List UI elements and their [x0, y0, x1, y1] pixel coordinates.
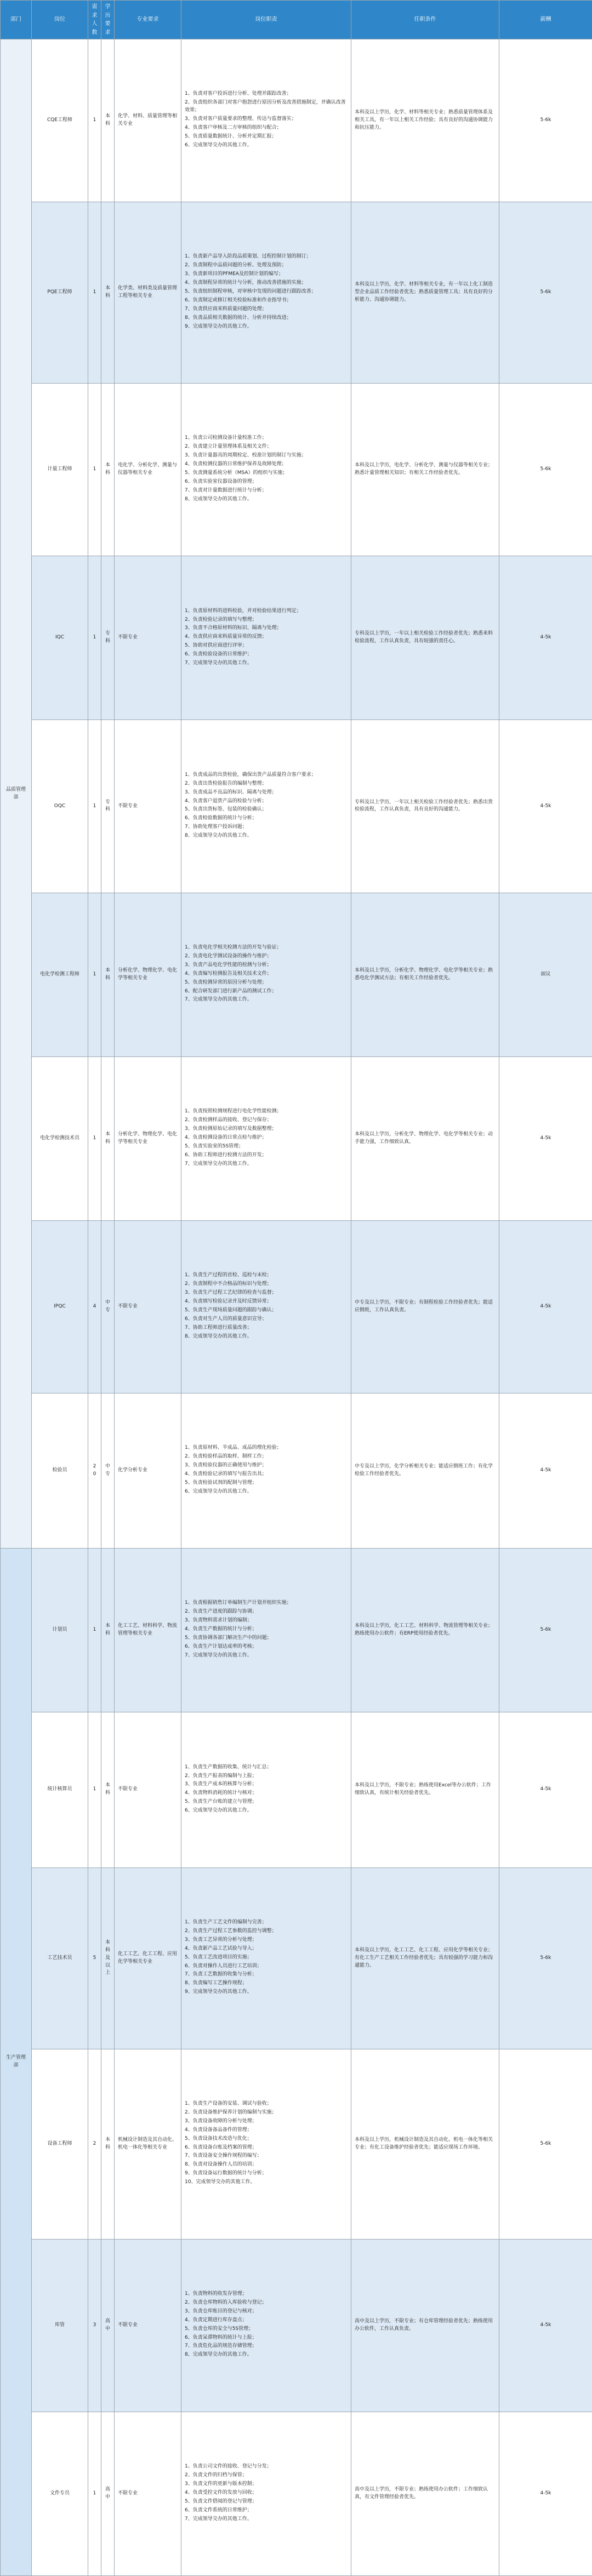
duty-item: 6、负责实验室仪器设备的管理； — [185, 479, 257, 485]
post-cell: 工艺技术员 — [32, 1867, 88, 2049]
table-row — [1, 1056, 592, 1220]
table-row — [1, 720, 592, 893]
requirements-cell: 本科及以上学历，化工工艺、材料科学、物流管理等相关专业；熟练使用办公软件；有ERP使用经验者优先。 — [351, 1549, 499, 1712]
duty-item: 4、负责客户退货产品的检验与分析； — [185, 798, 267, 804]
header-duties: 岗位职责 — [181, 1, 351, 39]
requirements-cell: 本科及以上学历，化学、材料等相关专业；熟悉质量管理体系及相关工具，有一年以上相关工作经验；具有良好的沟通协调能力和抗压能力。 — [351, 39, 499, 202]
duty-item: 7、负责对计量数据进行统计与分析； — [185, 488, 267, 494]
requirements-cell: 本科及以上学历，机械设计制造及其自动化、机电一体化等相关专业；有化工设备维护经验者优先；能适应现场工作环境。 — [351, 2049, 499, 2239]
table-row — [1, 1867, 592, 2049]
duty-item: 6、完成领导交办的其他工作。 — [185, 1488, 252, 1494]
duty-item: 1、负责生产数据的收集、统计与汇总； — [185, 1764, 272, 1770]
header-requirements: 任职条件 — [351, 1, 499, 39]
job-table-body — [1, 39, 592, 2576]
count-cell: 1 — [88, 384, 101, 556]
duty-item: 9、完成领导交办的其他工作。 — [185, 323, 252, 329]
education-cell: 专科 — [101, 556, 115, 720]
duty-item: 9、完成领导交办的其他工作。 — [185, 1989, 252, 1995]
duty-item: 8、完成领导交办的其他工作。 — [185, 1333, 252, 1339]
duties-cell — [181, 1867, 351, 2049]
count-cell: 4 — [88, 1220, 101, 1393]
duty-item: 1、负责原材料的进料检验，并对检验结果进行判定； — [185, 608, 301, 614]
duty-item: 3、负责对客户质量要求的整理、传达与监督落实； — [185, 116, 297, 122]
duty-item: 5、负责生产台账的建立与管理； — [185, 1799, 257, 1805]
duty-item: 3、负责成品不良品的标识、隔离与处理； — [185, 789, 277, 795]
post-cell: CQE工程师 — [32, 39, 88, 202]
table-row — [1, 39, 592, 202]
duty-item: 2、负责生产过程工艺参数的监控与调整； — [185, 1928, 277, 1934]
post-cell: 计量工程师 — [32, 384, 88, 556]
duty-item: 7、负责工艺数据的收集与分析； — [185, 1972, 257, 1978]
major-cell: 机械设计制造及其自动化、机电一体化等相关专业 — [115, 2049, 181, 2239]
department-cell: 生产管理部 — [1, 1549, 32, 2576]
duty-item: 5、负责质量数据统计、分析并定期汇报； — [185, 133, 277, 139]
duty-item: 3、负责生产成本的核算与分析； — [185, 1781, 257, 1787]
duties-list — [185, 1444, 348, 1496]
count-cell: 1 — [88, 720, 101, 893]
duty-item: 2、负责检测样品的接收、登记与保存； — [185, 1117, 272, 1123]
duties-cell — [181, 384, 351, 556]
count-cell: 1 — [88, 39, 101, 202]
header-edu: 学历要求 — [101, 1, 115, 39]
duty-item: 8、完成领导交办的其他工作。 — [185, 496, 252, 502]
education-cell: 专科 — [101, 720, 115, 893]
duty-item: 4、负责检测设备的日常点检与维护； — [185, 1134, 267, 1140]
duty-item: 2、负责仓库物料的入库验收与登记； — [185, 2299, 267, 2305]
duties-list — [185, 90, 348, 150]
duty-item: 2、负责制程中品质问题的分析、处理及预防； — [185, 262, 287, 269]
major-cell: 不限专业 — [115, 720, 181, 893]
count-cell: 1 — [88, 202, 101, 384]
duties-list — [185, 1600, 348, 1660]
duty-item: 2、负责文件的归档与保管； — [185, 2472, 247, 2478]
duty-item: 5、负责协调各部门解决生产中的问题； — [185, 1635, 272, 1641]
duties-list — [185, 1919, 348, 1996]
requirements-cell: 本科及以上学历，分析化学、物理化学、电化学等相关专业；动手能力强，工作细致认真。 — [351, 1056, 499, 1220]
duties-list — [185, 944, 348, 1004]
duty-item: 4、负责编写检测报告及相关技术文件； — [185, 970, 272, 976]
duty-item: 5、负责文件借阅的登记与管理； — [185, 2498, 257, 2504]
major-cell: 化工工艺、材料科学、物流管理等相关专业 — [115, 1549, 181, 1712]
duty-item: 1、负责物料的收发存管理； — [185, 2291, 247, 2297]
duty-item: 4、负责定期进行库存盘点； — [185, 2317, 247, 2323]
pay-cell: 5-6k — [499, 384, 592, 556]
count-cell: 1 — [88, 893, 101, 1056]
duty-item: 1、负责根据销售订单编制生产计划并组织实施； — [185, 1600, 292, 1606]
duty-item: 4、负责填写检验记录并及时反馈异常； — [185, 1298, 272, 1304]
header-count: 需求人数 — [88, 1, 101, 39]
education-cell: 本科 — [101, 1549, 115, 1712]
duties-cell — [181, 202, 351, 384]
duty-item: 2、负责设备维护保养计划的编制与实施； — [185, 2109, 277, 2115]
major-cell: 不限专业 — [115, 556, 181, 720]
duty-item: 4、负责供应商来料质量异常的反馈； — [185, 634, 267, 640]
duty-item: 2、负责组织各部门对客户抱怨进行原因分析及改善措施制定，并确认改善效果； — [185, 100, 346, 113]
duty-item: 5、负责生产现场质量问题的跟踪与确认； — [185, 1307, 277, 1313]
duties-list — [185, 253, 348, 330]
pay-cell: 4-5k — [499, 2239, 592, 2412]
pay-cell: 5-6k — [499, 1549, 592, 1712]
duty-item: 8、负责对设备操作人员的培训； — [185, 2162, 257, 2168]
requirements-cell: 中专及以上学历，化学分析相关专业；能适应倒班工作；有化学检验工作经验者优先。 — [351, 1393, 499, 1548]
duties-cell — [181, 39, 351, 202]
table-row — [1, 2049, 592, 2239]
duty-item: 3、负责物料需求计划的编制； — [185, 1618, 252, 1624]
count-cell: 1 — [88, 2412, 101, 2575]
duties-cell — [181, 2412, 351, 2575]
duty-item: 4、负责客户审核及二方审核的组织与配合； — [185, 125, 282, 131]
table-row — [1, 2412, 592, 2575]
table-row — [1, 1549, 592, 1712]
count-cell: 2 — [88, 2049, 101, 2239]
duty-item: 6、协助工程师进行检测方法的开发； — [185, 1152, 267, 1158]
post-cell: 库管 — [32, 2239, 88, 2412]
duty-item: 6、负责对操作人员进行工艺培训； — [185, 1963, 262, 1969]
duties-cell — [181, 556, 351, 720]
duties-cell — [181, 1056, 351, 1220]
duty-item: 7、负责危化品的规范存储管理； — [185, 2343, 257, 2349]
duties-cell — [181, 2049, 351, 2239]
count-cell: 1 — [88, 1056, 101, 1220]
duty-item: 6、完成领导交办的其他工作。 — [185, 142, 252, 148]
duty-item: 4、负责设备备品备件的管理； — [185, 2127, 252, 2133]
pay-cell: 4-5k — [499, 1712, 592, 1867]
count-cell: 20 — [88, 1393, 101, 1548]
major-cell: 不限专业 — [115, 1712, 181, 1867]
table-row — [1, 893, 592, 1056]
requirements-cell: 本科及以上学历，电化学、分析化学、测量与仪器等相关专业；熟悉计量管理相关知识；有相关工作经验者优先。 — [351, 384, 499, 556]
duty-item: 3、负责仓库账目的登记与核对； — [185, 2308, 257, 2314]
duty-item: 8、完成领导交办的其他工作。 — [185, 833, 252, 839]
header-major: 专业要求 — [115, 1, 181, 39]
duty-item: 3、负责文件的更新与版本控制； — [185, 2481, 257, 2487]
duty-item: 7、完成领导交办的其他工作。 — [185, 1653, 252, 1659]
education-cell: 高中 — [101, 2239, 115, 2412]
major-cell: 不限专业 — [115, 2239, 181, 2412]
duties-list — [185, 1764, 348, 1815]
pay-cell: 5-6k — [499, 202, 592, 384]
major-cell: 化学类、材料类及质量管理工程等相关专业 — [115, 202, 181, 384]
post-cell: 电化学检测工程师 — [32, 893, 88, 1056]
duty-item: 6、负责对生产人员的质量意识宣导； — [185, 1316, 267, 1322]
duties-list — [185, 608, 348, 668]
duties-cell — [181, 893, 351, 1056]
education-cell: 本科 — [101, 893, 115, 1056]
education-cell: 中专 — [101, 1393, 115, 1548]
duty-item: 5、负责仓库的安全与5S管理； — [185, 2326, 254, 2332]
pay-cell: 4-5k — [499, 1056, 592, 1220]
duty-item: 3、负责不合格原材料的标识、隔离与处理； — [185, 625, 282, 631]
duty-item: 6、负责制定或修订相关检验标准和作业指导书； — [185, 298, 292, 304]
table-row — [1, 384, 592, 556]
pay-cell: 面议 — [499, 893, 592, 1056]
table-row — [1, 1712, 592, 1867]
requirements-cell: 高中及以上学历，不限专业；有仓库管理经验者优先；熟练使用办公软件，工作认真负责。 — [351, 2239, 499, 2412]
duty-item: 7、完成领导交办的其他工作。 — [185, 997, 252, 1003]
duties-cell — [181, 1549, 351, 1712]
duty-item: 8、负责品质相关数据的统计、分析并持续改进； — [185, 315, 292, 321]
duty-item: 1、负责新产品导入阶段品质策划、过程控制计划的制订； — [185, 254, 311, 260]
pay-cell: 4-5k — [499, 2412, 592, 2575]
duties-list — [185, 435, 348, 504]
duty-item: 7、完成领导交办的其他工作。 — [185, 1161, 252, 1167]
table-row — [1, 1393, 592, 1548]
post-cell: OQC — [32, 720, 88, 893]
education-cell: 本科及以上 — [101, 1867, 115, 2049]
education-cell: 本科 — [101, 202, 115, 384]
duty-item: 5、负责实验室的5S管理； — [185, 1143, 244, 1149]
duty-item: 6、负责设备台账及档案的管理； — [185, 2144, 257, 2150]
post-cell: 检验员 — [32, 1393, 88, 1548]
header-pay: 薪酬 — [499, 1, 592, 39]
duty-item: 5、负责工艺改进项目的实施； — [185, 1954, 252, 1960]
table-row — [1, 1220, 592, 1393]
duties-list — [185, 2291, 348, 2360]
duty-item: 4、负责新产品工艺试验与导入； — [185, 1945, 257, 1951]
duty-item: 4、负责制程异常的统计与分析，推动改善措施的实施； — [185, 280, 306, 286]
count-cell: 5 — [88, 1867, 101, 2049]
table-row — [1, 556, 592, 720]
pay-cell: 4-5k — [499, 1393, 592, 1548]
duty-item: 2、负责制程中不合格品的标识与处理； — [185, 1281, 272, 1287]
post-cell: IPQC — [32, 1220, 88, 1393]
duty-item: 4、负责受控文件的发放与回收； — [185, 2489, 257, 2495]
duty-item: 3、负责工艺异常的分析与处理； — [185, 1937, 257, 1943]
duty-item: 3、负责计量器具的周期检定、校准计划的制订与实施； — [185, 453, 306, 459]
pay-cell: 4-5k — [499, 556, 592, 720]
duty-item: 1、负责按照检测规程进行电化学性能检测； — [185, 1108, 282, 1114]
duty-item: 1、负责生产设备的安装、调试与验收； — [185, 2100, 272, 2106]
duty-item: 3、负责产品电化学性能的检测与分析； — [185, 962, 272, 968]
pay-cell: 5-6k — [499, 2049, 592, 2239]
duty-item: 2、负责出货检验报告的编制与整理； — [185, 780, 267, 786]
duty-item: 6、负责文件系统的日常维护； — [185, 2507, 252, 2513]
duty-item: 1、负责成品的出货检验，确保出货产品质量符合客户要求； — [185, 772, 316, 778]
duty-item: 7、完成领导交办的其他工作。 — [185, 2516, 252, 2522]
duty-item: 4、负责物料消耗的统计与核对； — [185, 1790, 257, 1796]
duties-cell — [181, 1393, 351, 1548]
education-cell: 本科 — [101, 2049, 115, 2239]
duty-item: 5、负责检验试剂的配制与管理； — [185, 1480, 257, 1486]
education-cell: 本科 — [101, 1056, 115, 1220]
post-cell: 文件专员 — [32, 2412, 88, 2575]
duty-item: 2、负责检验记录的填写与整理； — [185, 616, 257, 622]
duty-item: 1、负责电化学相关检测方法的开发与验证； — [185, 944, 282, 950]
requirements-cell: 专科及以上学历，一年以上相关检验工作经验者优先；熟悉来料检验流程，工作认真负责，具有较强的责任心。 — [351, 556, 499, 720]
duty-item: 3、负责设备故障的分析与处理； — [185, 2118, 257, 2124]
major-cell: 分析化学、物理化学、电化学等相关专业 — [115, 1056, 181, 1220]
major-cell: 化学分析专业 — [115, 1393, 181, 1548]
post-cell: PQE工程师 — [32, 202, 88, 384]
duty-item: 4、负责检测仪器的日常维护保养及故障处理； — [185, 461, 287, 467]
major-cell: 不限专业 — [115, 1220, 181, 1393]
duty-item: 6、负责检验数据的统计与分析； — [185, 815, 257, 821]
duties-cell — [181, 720, 351, 893]
duty-item: 6、负责呆滞物料的统计与上报； — [185, 2334, 257, 2340]
duty-item: 7、完成领导交办的其他工作。 — [185, 660, 252, 666]
duty-item: 2、负责生产报表的编制与上报； — [185, 1773, 257, 1779]
duties-list — [185, 1108, 348, 1168]
requirements-cell: 高中及以上学历，不限专业；熟练使用办公软件；工作细致认真，有文件管理经验者优先。 — [351, 2412, 499, 2575]
duty-item: 7、协助处理客户投诉问题； — [185, 824, 247, 830]
duty-item: 5、负责出货标签、包装的检验确认； — [185, 807, 267, 813]
count-cell: 1 — [88, 1549, 101, 1712]
duty-item: 3、负责检验仪器的正确使用与维护； — [185, 1463, 267, 1469]
count-cell: 3 — [88, 2239, 101, 2412]
duty-item: 4、负责生产数据的统计与分析； — [185, 1626, 257, 1632]
education-cell: 本科 — [101, 39, 115, 202]
requirements-cell: 本科及以上学历，化工工艺、化工工程、应用化学等相关专业；有化工生产工艺相关工作经验者优先；具有较强的学习能力和沟通能力。 — [351, 1867, 499, 2049]
post-cell: 电化学检测技术员 — [32, 1056, 88, 1220]
duties-list — [185, 2463, 348, 2523]
requirements-cell: 本科及以上学历，不限专业；熟练使用Excel等办公软件；工作细致认真，有统计相关经验者优先。 — [351, 1712, 499, 1867]
duty-item: 1、负责生产过程的首检、巡检与末检； — [185, 1272, 272, 1278]
requirements-cell: 中专及以上学历，不限专业；有制程检验工作经验者优先；能适应倒班，工作认真负责。 — [351, 1220, 499, 1393]
duties-list — [185, 2100, 348, 2186]
header-row — [1, 1, 592, 39]
duty-item: 6、负责检验设备的日常维护； — [185, 652, 252, 658]
duty-item: 2、负责建立计量管理体系及相关文件； — [185, 444, 272, 450]
duty-item: 2、负责生产进度的跟踪与协调； — [185, 1609, 257, 1615]
duties-list — [185, 772, 348, 841]
duty-item: 5、协助对供应商进行评审； — [185, 643, 247, 649]
duty-item: 5、负责检测异常的原因分析与处理； — [185, 979, 267, 985]
duty-item: 6、完成领导交办的其他工作。 — [185, 1808, 252, 1814]
duty-item: 7、负责设备安全操作规程的编写； — [185, 2153, 262, 2159]
pay-cell: 5-6k — [499, 39, 592, 202]
pay-cell: 4-5k — [499, 720, 592, 893]
duty-item: 8、完成领导交办的其他工作。 — [185, 2352, 252, 2358]
duties-cell — [181, 2239, 351, 2412]
requirements-cell: 本科及以上学历，化学、材料等相关专业，有一年以上化工制造型企业品质工作经验者优先；熟悉质量管理工具；具有良好的分析能力、沟通协调能力。 — [351, 202, 499, 384]
duty-item: 1、负责对客户投诉进行分析、处理并跟踪改善； — [185, 91, 292, 97]
duty-item: 1、负责原材料、半成品、成品的理化检验； — [185, 1445, 282, 1451]
header-post: 岗位 — [32, 1, 88, 39]
duty-item: 1、负责生产工艺文件的编制与完善； — [185, 1919, 267, 1925]
education-cell: 本科 — [101, 1712, 115, 1867]
duty-item: 2、负责检验样品的取样、制样工作； — [185, 1454, 267, 1460]
duty-item: 4、负责检验记录的填写与报告出具； — [185, 1471, 267, 1477]
education-cell: 中专 — [101, 1220, 115, 1393]
duties-list — [185, 1272, 348, 1341]
pay-cell: 4-5k — [499, 1220, 592, 1393]
post-cell: 统计核算员 — [32, 1712, 88, 1867]
post-cell: IQC — [32, 556, 88, 720]
major-cell: 电化学、分析化学、测量与仪器等相关专业 — [115, 384, 181, 556]
post-cell: 计划员 — [32, 1549, 88, 1712]
pay-cell: 5-6k — [499, 1867, 592, 2049]
duty-item: 9、负责设备运行数据的统计与分析； — [185, 2171, 267, 2177]
duty-item: 3、负责新项目的PFMEA及控制计划的编写； — [185, 271, 283, 277]
duty-item: 8、负责编写工艺操作规程； — [185, 1980, 247, 1986]
requirements-cell: 专科及以上学历，一年以上相关检验工作经验者优先；熟悉出货检验流程，工作认真负责，具有良好的沟通能力。 — [351, 720, 499, 893]
duty-item: 7、协助工程师进行质量改善； — [185, 1324, 252, 1330]
duty-item: 6、负责生产计划达成率的考核； — [185, 1644, 257, 1650]
education-cell: 高中 — [101, 2412, 115, 2575]
requirements-cell: 本科及以上学历，分析化学、物理化学、电化学等相关专业；熟悉电化学测试方法；有相关工作经验者优先。 — [351, 893, 499, 1056]
major-cell: 分析化学、物理化学、电化学等相关专业 — [115, 893, 181, 1056]
duty-item: 3、负责检测原始记录的填写及数据整理； — [185, 1126, 277, 1132]
major-cell: 不限专业 — [115, 2412, 181, 2575]
major-cell: 化学、材料、质量管理等相关专业 — [115, 39, 181, 202]
duty-item: 2、负责电化学测试设备的操作与维护； — [185, 953, 272, 959]
table-row — [1, 2239, 592, 2412]
major-cell: 化工工艺、化工工程、应用化学等相关专业 — [115, 1867, 181, 2049]
duty-item: 5、负责设备技术改造与优化； — [185, 2135, 252, 2141]
count-cell: 1 — [88, 556, 101, 720]
header-dept: 部门 — [1, 1, 32, 39]
duties-cell — [181, 1220, 351, 1393]
count-cell: 1 — [88, 1712, 101, 1867]
duty-item: 1、负责公司文件的接收、登记与分发； — [185, 2463, 272, 2469]
table-row — [1, 202, 592, 384]
department-cell: 品质管理部 — [1, 39, 32, 1549]
duty-item: 3、负责生产过程工艺纪律的检查与监督； — [185, 1290, 277, 1296]
post-cell: 设备工程师 — [32, 2049, 88, 2239]
duties-cell — [181, 1712, 351, 1867]
duty-item: 10、完成领导交办的其他工作。 — [185, 2179, 255, 2185]
duty-item: 5、负责测量系统分析（MSA）的组织与实施； — [185, 470, 288, 476]
duty-item: 5、负责组织制程审核，对审核中发现的问题进行跟踪改善； — [185, 289, 316, 295]
education-cell: 本科 — [101, 384, 115, 556]
duty-item: 7、负责供应商来料质量问题的处理； — [185, 306, 267, 312]
duty-item: 1、负责公司检测设备计量校准工作； — [185, 435, 267, 441]
duty-item: 6、配合研发部门进行新产品的测试工作； — [185, 988, 277, 994]
